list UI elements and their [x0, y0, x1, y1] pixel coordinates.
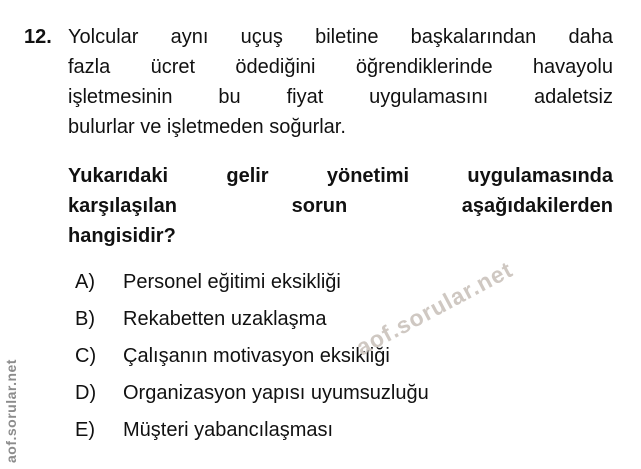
option-letter: C): [75, 345, 97, 367]
option-e: [75, 420, 595, 441]
question-number: 12.: [24, 26, 52, 48]
question-body-line: işletmesinin bu fiyat uygulamasını adaletsiz: [68, 86, 613, 108]
question-prompt-line: karşılaşılan sorun aşağıdakilerden: [68, 195, 613, 217]
watermark-left-edge: aof.sorular.net: [3, 359, 19, 463]
question-body-line: bulurlar ve işletmeden soğurlar.: [68, 116, 346, 138]
option-c: [75, 346, 595, 367]
option-letter: E): [75, 419, 95, 441]
option-letter: B): [75, 308, 95, 330]
question-body-line: fazla ücret ödediğini öğrendiklerinde havayolu: [68, 56, 613, 78]
option-text: Çalışanın motivasyon eksikliği: [123, 345, 390, 367]
option-a: [75, 272, 595, 293]
option-text: Organizasyon yapısı uyumsuzluğu: [123, 382, 429, 404]
question-body: [68, 22, 613, 142]
watermark-diagonal: aof.sorular.net: [351, 256, 517, 361]
options-list: [75, 272, 595, 457]
question-body-line: Yolcular aynı uçuş biletine başkalarından daha: [68, 26, 613, 48]
option-text: Müşteri yabancılaşması: [123, 419, 334, 441]
option-text: Personel eğitimi eksikliği: [123, 271, 341, 293]
option-b: [75, 309, 595, 330]
question-prompt: [68, 161, 613, 251]
option-d: [75, 383, 595, 404]
question-prompt-line: Yukarıdaki gelir yönetimi uygulamasında: [68, 165, 613, 187]
option-letter: D): [75, 382, 97, 404]
question-prompt-line: hangisidir?: [68, 225, 176, 247]
option-letter: A): [75, 271, 95, 293]
option-text: Rekabetten uzaklaşma: [123, 308, 327, 330]
